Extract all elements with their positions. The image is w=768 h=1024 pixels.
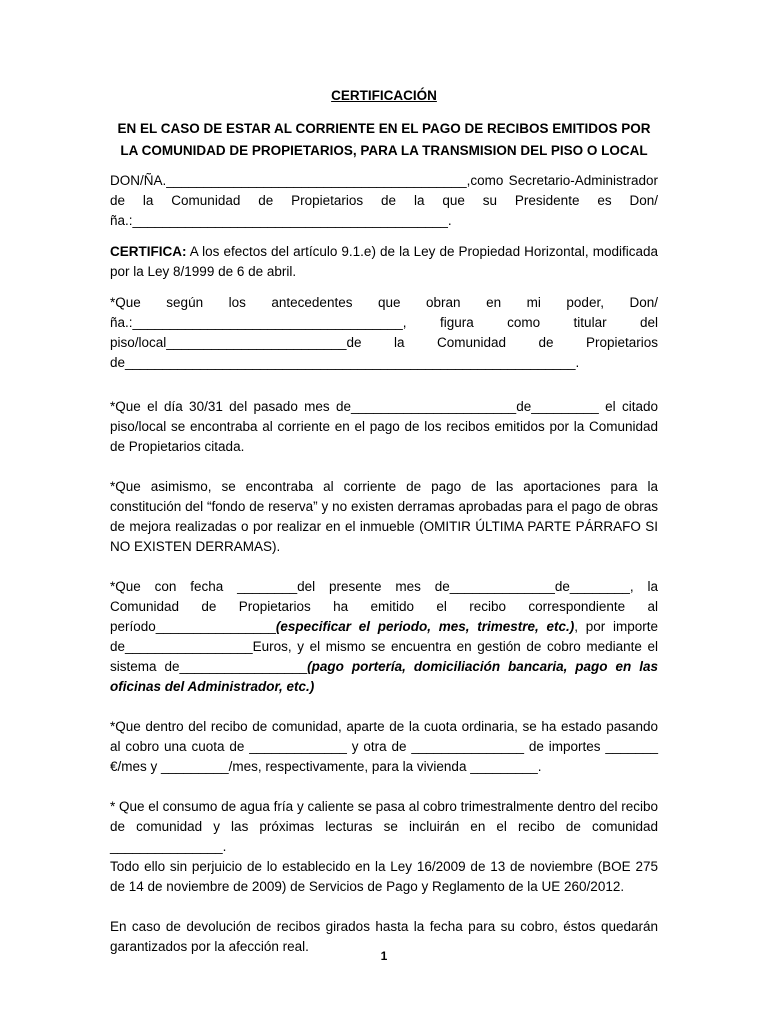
paragraph-certifica	[110, 242, 658, 282]
paragraph-consumo-agua: * Que el consumo de agua fría y caliente se pasa al cobro trimestralmente dentro del recibo de comunidad y las próximas lecturas se incluirán en el recibo de comunidad _______________.	[110, 799, 658, 854]
paragraph-fondo-reserva: *Que asimismo, se encontraba al corriente de pago de las aportaciones para la constitución del “fondo de reserva” y no existen derramas aprobadas para el pago de obras de mejora realizadas o por realizar en el inmueble (OMITIR ÚLTIMA PARTE PÁRRAFO SI NO EXISTEN DERRAMAS).	[110, 479, 658, 554]
document-body	[110, 171, 658, 957]
paragraph-secretary: DON/ÑA.________________________________________,como Secretario-Administrador de la Comunidad de Propietarios de la que su Presidente es Don/ña.:__________________________________________.	[110, 173, 658, 228]
recibo-text-a: *Que con fecha ________del presente mes de______________de________, la Comunidad de Propietarios ha emitido el recibo correspondiente al período________________	[110, 579, 658, 634]
document-title: CERTIFICACIÓN	[331, 88, 437, 103]
paragraph-titular: *Que según los antecedentes que obran en mi poder, Don/ña.:____________________________________, figura como titular del piso/local________________________de la Comunidad de Propietarios de____________________________________________________________.	[110, 295, 658, 370]
recibo-note-periodo: (especificar el periodo, mes, trimestre, etc.)	[275, 619, 575, 634]
paragraph-al-corriente: *Que el día 30/31 del pasado mes de______________________de_________ el citado piso/local se encontraba al corriente en el pago de los recibos emitidos por la Comunidad de Propietarios citada.	[110, 399, 658, 454]
recibo-note-sistema: (pago portería, domiciliación bancaria, pago en las oficinas del Administrador, etc.)	[110, 659, 659, 694]
certifica-label: CERTIFICA:	[110, 244, 187, 259]
page-number: 1	[380, 949, 388, 963]
paragraph-recibo	[110, 577, 658, 697]
recibo-text-c: , por importe de_________________Euros, y el mismo se encuentra en gestión de cobro mediante el sistema de_________________	[110, 619, 659, 674]
paragraph-ley: Todo ello sin perjuicio de lo establecido en la Ley 16/2009 de 13 de noviembre (BOE 275 de 14 de noviembre de 2009) de Servicios de Pago y Reglamento de la UE 260/2012.	[110, 859, 658, 894]
paragraph-devolucion: En caso de devolución de recibos girados hasta la fecha para su cobro, éstos quedarán garantizados por la afección real.	[110, 919, 658, 954]
certifica-text: A los efectos del artículo 9.1.e) de la Ley de Propiedad Horizontal, modificada por la Ley 8/1999 de 6 de abril.	[110, 244, 658, 279]
paragraph-cuotas: *Que dentro del recibo de comunidad, aparte de la cuota ordinaria, se ha estado pasando al cobro una cuota de _____________ y otra de _______________ de importes _______ €/mes y _________/mes, respectivamente, para la vivienda _________.	[110, 719, 658, 774]
document-subtitle: EN EL CASO DE ESTAR AL CORRIENTE EN EL PAGO DE RECIBOS EMITIDOS POR LA COMUNIDAD DE PROPIETARIOS, PARA LA TRANSMISION DEL PISO O LOCAL	[117, 121, 651, 158]
